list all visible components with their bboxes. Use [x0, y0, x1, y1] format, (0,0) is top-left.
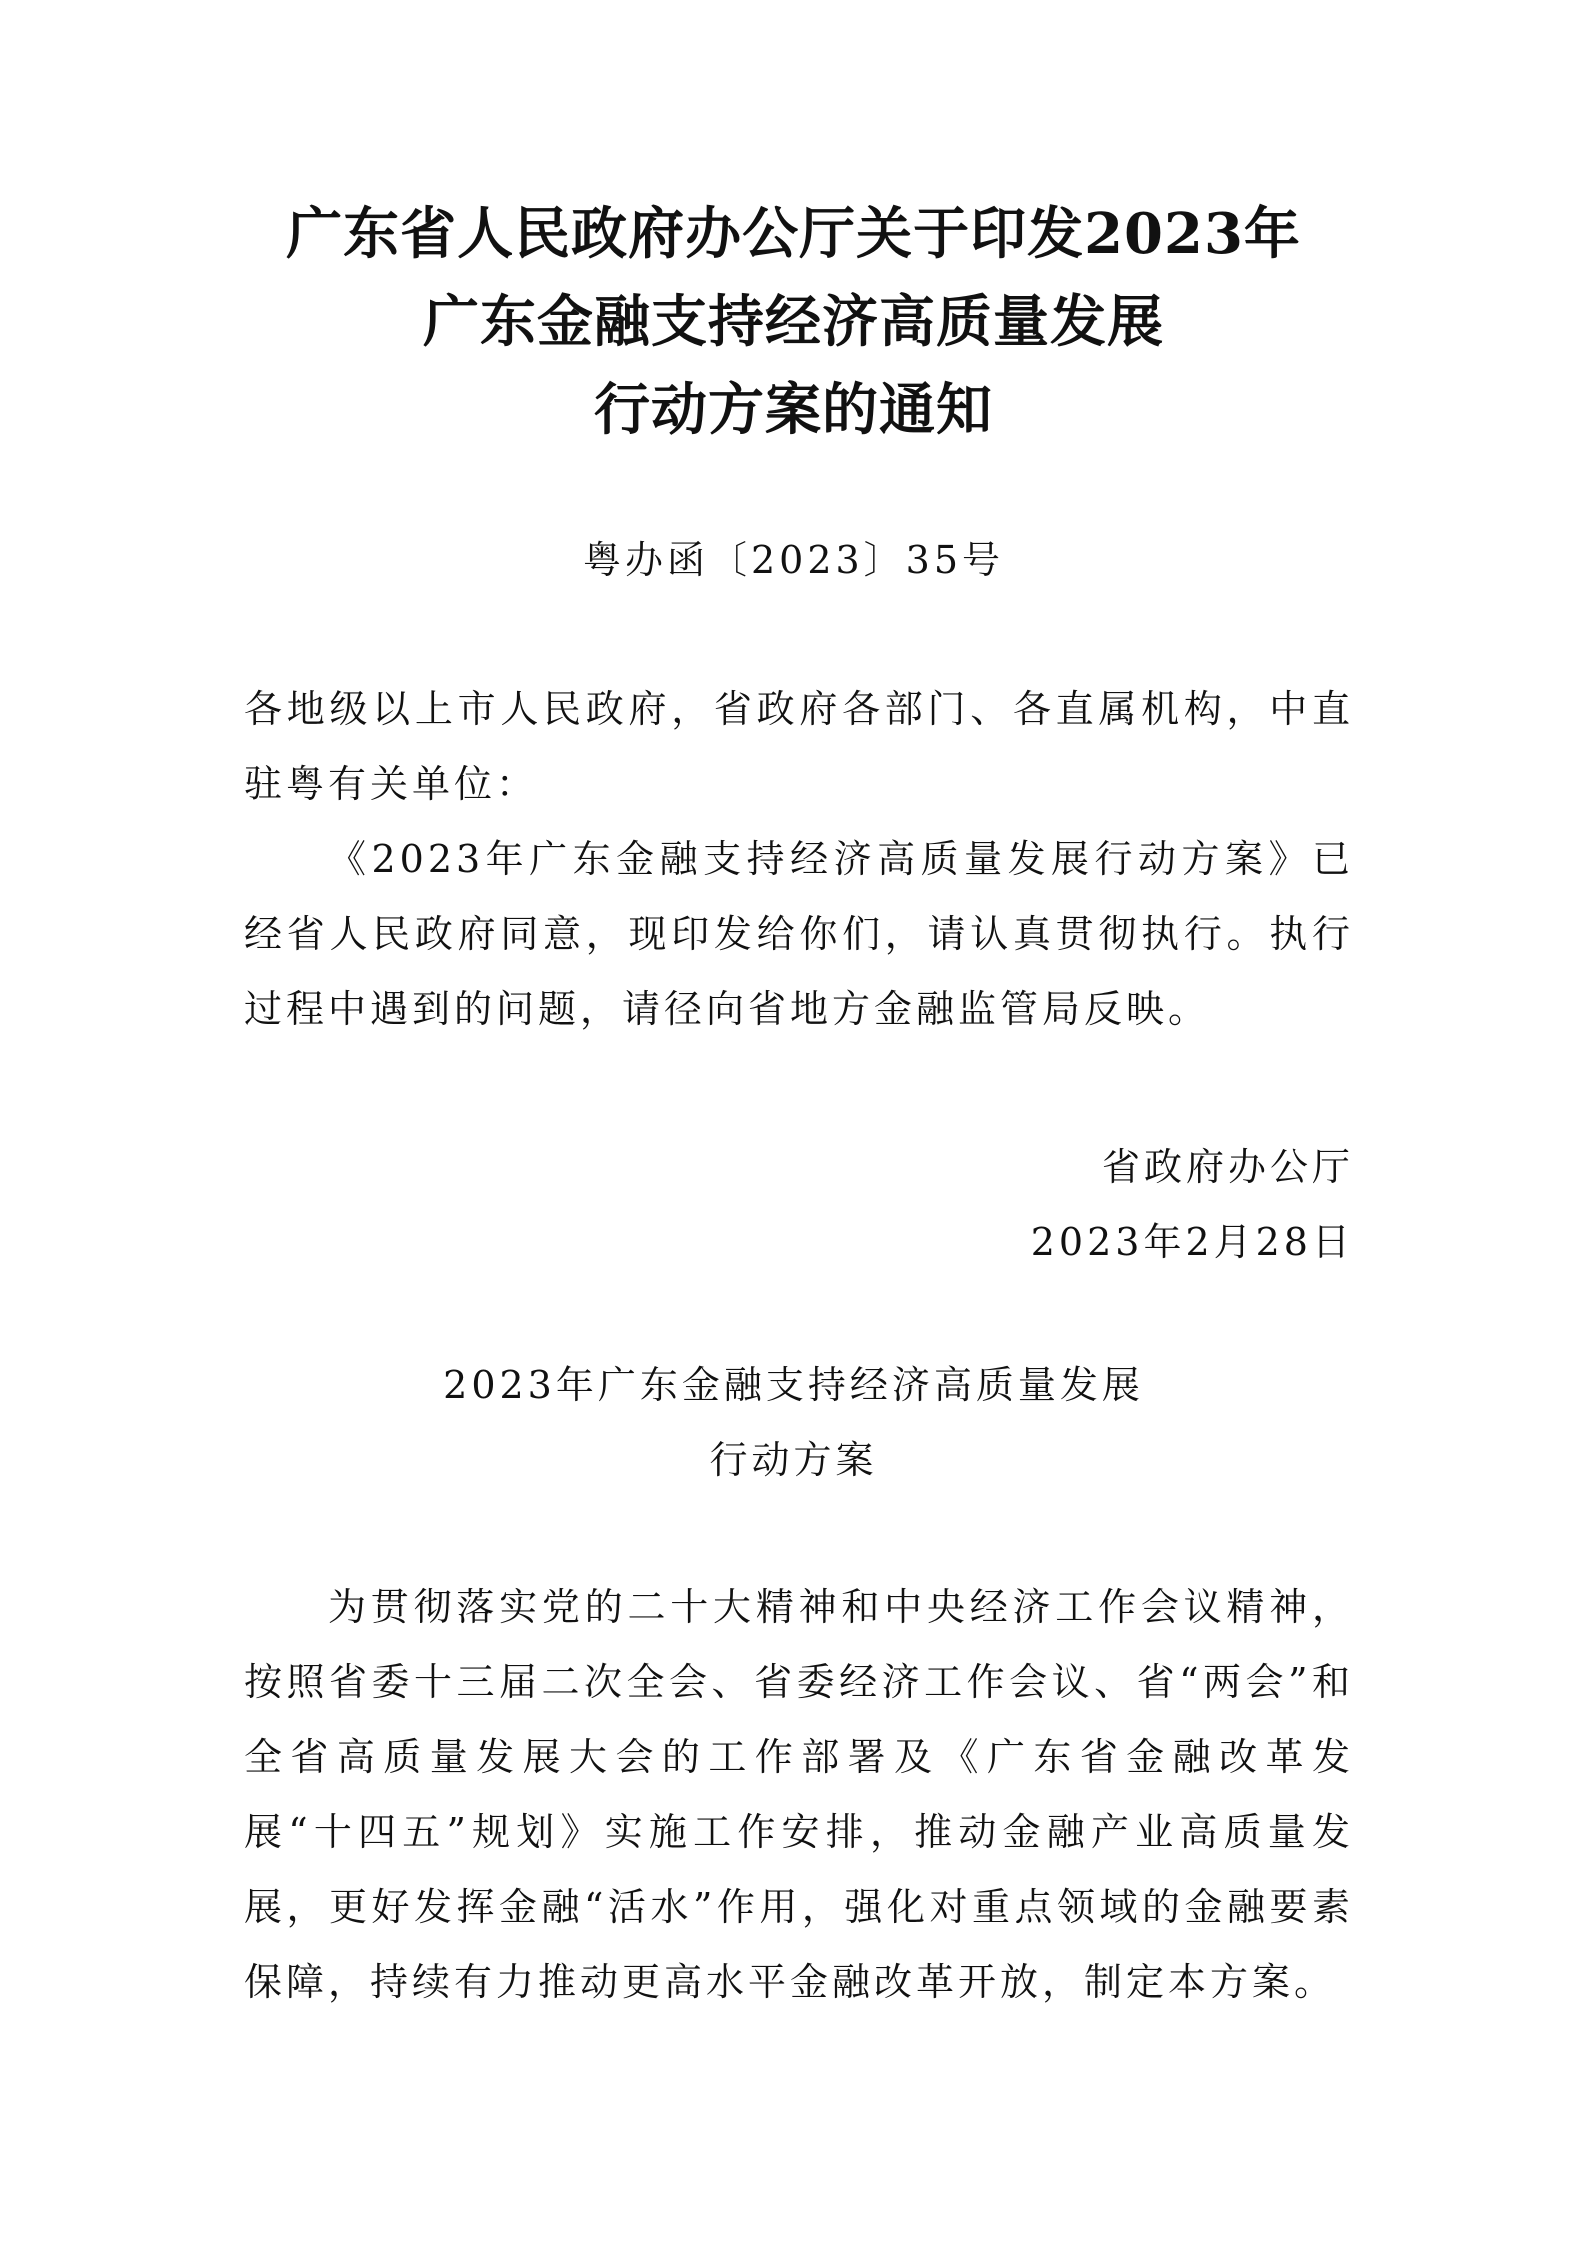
notice-paragraph: 《2023年广东金融支持经济高质量发展行动方案》已经省人民政府同意，现印发给你们，请认真贯彻执行。执行过程中遇到的问题，请径向省地方金融监管局反映。: [244, 837, 1354, 1031]
title-line-1: 广东省人民政府办公厅关于印发2023年: [286, 201, 1301, 267]
document-number: 粤办函〔2023〕35号: [582, 538, 1005, 582]
attachment-title-line-2: 行动方案: [709, 1438, 878, 1482]
signature-date: 2023年2月28日: [1030, 1220, 1354, 1264]
intro-paragraph: 为贯彻落实党的二十大精神和中央经济工作会议精神，按照省委十三届二次全会、省委经济工作会议、省“两会”和全省高质量发展大会的工作部署及《广东省金融改革发展“十四五”规划》实施工作安排，推动金融产业高质量发展，更好发挥金融“活水”作用，强化对重点领域的金融要素保障，持续有力推动更高水平金融改革开放，制定本方案。: [244, 1585, 1354, 2004]
intro-paragraph-block: [244, 1570, 1354, 2020]
notice-paragraph-block: [244, 822, 1354, 1047]
addressee-block: [244, 672, 1354, 822]
signature-organization: 省政府办公厅: [1101, 1145, 1354, 1189]
attachment-title: [0, 1348, 1587, 1498]
attachment-title-line-1: 2023年广东金融支持经济高质量发展: [443, 1363, 1144, 1407]
title-line-3: 行动方案的通知: [594, 377, 993, 443]
document-title: [180, 190, 1407, 454]
title-line-2: 广东金融支持经济高质量发展: [423, 289, 1164, 355]
addressee-text: 各地级以上市人民政府，省政府各部门、各直属机构，中直驻粤有关单位：: [244, 687, 1354, 806]
